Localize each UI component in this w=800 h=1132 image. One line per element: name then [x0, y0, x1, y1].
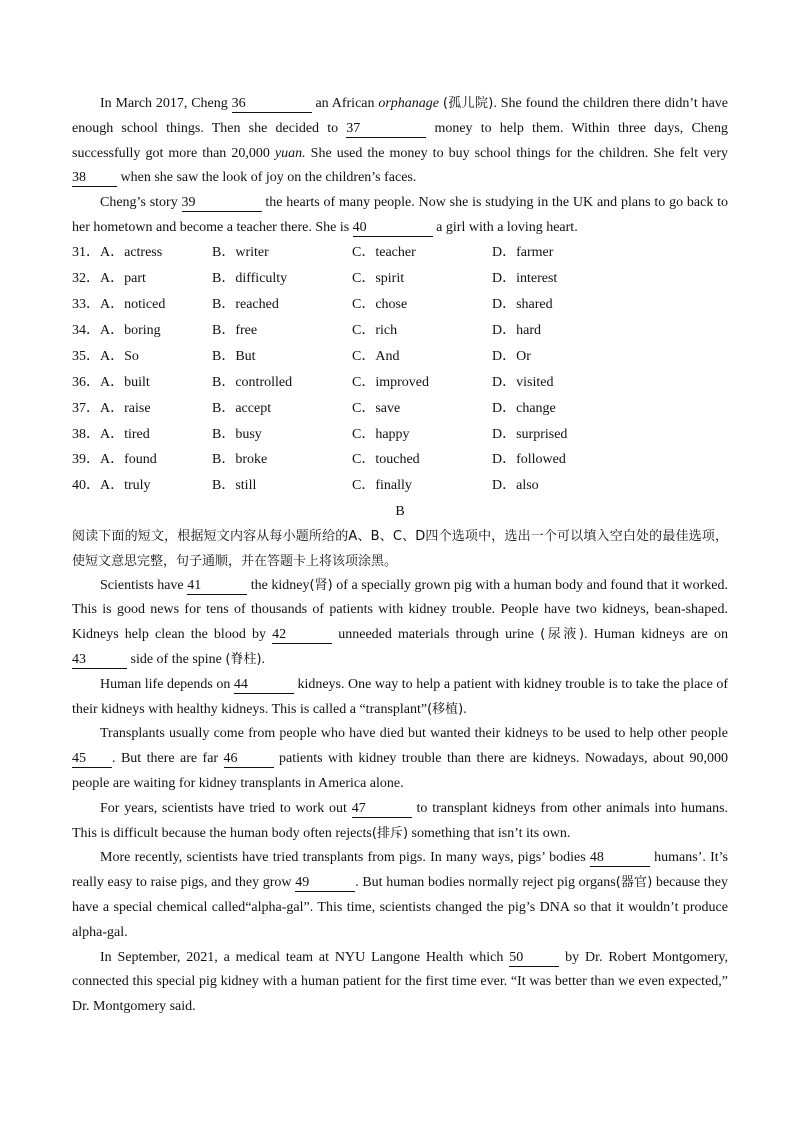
chinese-gloss: (肾)	[309, 577, 333, 593]
passage-b-paragraph-6	[72, 946, 728, 1020]
text: to transplant kidneys from other animals into humans. This is difficult because the human body often rejects	[72, 800, 729, 841]
text: . Human kidneys are on	[584, 627, 728, 643]
text: of a specially grown pig with a human body and found that it worked. This is good news for tens of thousands of patients with kidney trouble. People have two kidneys, bean-shaped. Kidneys help clean the blood by	[72, 577, 728, 643]
text: the kidney	[250, 577, 310, 593]
option-row-36	[72, 370, 728, 396]
option-a: A．tired	[100, 426, 150, 442]
document-page	[72, 92, 728, 1020]
blank-37: 37	[346, 121, 426, 138]
option-b: B．busy	[212, 426, 262, 442]
text: the hearts of many people. Now she is studying in the UK and plans to go back to her hometown and become a teacher there. She is	[72, 195, 729, 235]
blank-42: 42	[272, 627, 332, 644]
option-a: A．So	[100, 348, 139, 364]
option-row-39	[72, 448, 728, 474]
option-d: D．surprised	[492, 426, 568, 442]
option-c: C．finally	[352, 478, 412, 494]
option-c: C．teacher	[352, 245, 416, 261]
question-number: 38．	[72, 426, 100, 442]
option-row-31	[72, 241, 728, 267]
text: In March 2017, Cheng	[100, 96, 228, 111]
question-number: 39．	[72, 452, 100, 468]
option-b: B．broke	[212, 452, 268, 468]
option-d: D．interest	[492, 271, 558, 287]
section-instructions: 阅读下面的短文，根据短文内容从每小题所给的A、B、C、D四个选项中，选出一个可以填入空白处的最佳选项，使短文意思完整，句子通顺，并在答题卡上将该项涂黑。	[72, 528, 728, 569]
blank-48: 48	[590, 850, 650, 867]
italic-word: orphanage	[378, 96, 440, 111]
question-number: 33．	[72, 297, 100, 313]
text: Human life depends on	[100, 676, 231, 692]
blank-46: 46	[224, 751, 274, 768]
blank-36: 36	[232, 96, 312, 113]
option-a: A．noticed	[100, 297, 166, 313]
option-a: A．boring	[100, 323, 161, 338]
option-b: B．free	[212, 323, 258, 338]
option-c: C．save	[352, 400, 401, 416]
chinese-gloss: (移植)	[427, 701, 464, 717]
text: an African	[315, 96, 375, 111]
text: unneeded materials through urine	[338, 627, 534, 643]
blank-41: 41	[187, 578, 247, 595]
passage-a-paragraph-2	[72, 191, 728, 241]
blank-39: 39	[182, 195, 262, 212]
option-b: B．still	[212, 478, 257, 494]
question-number: 37．	[72, 400, 100, 416]
option-d: D．change	[492, 400, 556, 416]
option-c: C．And	[352, 348, 400, 364]
text: humans’. It’s really easy to raise pigs, and they grow	[72, 850, 729, 891]
passage-b-paragraph-3	[72, 722, 728, 796]
option-a: A．truly	[100, 478, 151, 494]
question-number: 36．	[72, 374, 100, 390]
option-c: C．rich	[352, 323, 398, 338]
chinese-gloss: (孤儿院)	[442, 96, 494, 111]
option-c: C．improved	[352, 374, 429, 390]
text: by Dr. Robert Montgomery, connected this special pig kidney with a human patient for the first time ever. “It was better than we even expected,” Dr. Montgomery said.	[72, 949, 728, 1015]
option-b: B．accept	[212, 400, 272, 416]
option-row-40	[72, 474, 728, 500]
question-number: 34．	[72, 323, 100, 338]
option-a: A．built	[100, 374, 150, 390]
option-b: B．reached	[212, 297, 279, 313]
passage-b-paragraph-4	[72, 797, 728, 847]
text: She used the money to buy school things for the children. She felt very	[310, 145, 729, 161]
chinese-gloss: (脊柱)	[225, 652, 262, 668]
text: . But there are far	[112, 751, 219, 767]
option-b: B．controlled	[212, 374, 293, 390]
text: when she saw the look of joy on the children’s faces.	[120, 170, 417, 186]
option-row-35	[72, 344, 728, 370]
passage-b-paragraph-5	[72, 846, 728, 945]
passage-b-paragraph-1	[72, 574, 728, 673]
option-c: C．chose	[352, 297, 408, 313]
option-a: A．found	[100, 452, 157, 468]
option-row-37	[72, 396, 728, 422]
option-row-32	[72, 267, 728, 293]
option-d: D．Or	[492, 348, 531, 364]
question-number: 31．	[72, 245, 100, 261]
text: . But human bodies normally reject pig organs	[355, 875, 616, 891]
text: . She found the children there didn’t have enough school things. Then she decided to	[72, 96, 729, 136]
option-a: A．part	[100, 271, 146, 287]
option-row-34	[72, 318, 728, 344]
option-row-38	[72, 422, 728, 448]
text: kidneys. One way to help a patient with kidney trouble is to take the place of their kidneys with healthy kidneys. This is called a “transplant”	[72, 676, 729, 717]
blank-40: 40	[353, 220, 433, 237]
option-c: C．happy	[352, 426, 410, 442]
question-number: 35．	[72, 348, 100, 364]
passage-b-paragraph-2	[72, 673, 728, 723]
blank-43: 43	[72, 652, 127, 669]
chinese-gloss: (尿液)	[540, 627, 585, 643]
option-d: D．followed	[492, 452, 566, 468]
option-b: B．writer	[212, 245, 269, 261]
option-b: B．difficulty	[212, 271, 288, 287]
text: because they have a special chemical called“alpha-gal”. This time, scientists changed the pig’s DNA so that it wouldn’t produce alpha-gal.	[72, 875, 728, 940]
text: something that isn’t its own.	[411, 825, 571, 841]
text: .	[463, 701, 467, 717]
text: side of the spine	[130, 652, 222, 668]
option-d: D．hard	[492, 323, 541, 338]
text: patients with kidney trouble than there are kidneys. Nowadays, about 90,000 people are waiting for kidney transplants in America alone.	[72, 751, 729, 792]
question-number: 32．	[72, 271, 100, 287]
blank-38: 38	[72, 170, 117, 187]
blank-49: 49	[295, 875, 355, 892]
section-heading: B	[395, 503, 405, 519]
text: .	[261, 652, 266, 668]
option-b: B．But	[212, 348, 256, 364]
option-row-33	[72, 293, 728, 319]
text: Cheng’s story	[100, 195, 178, 211]
italic-word: yuan.	[274, 145, 306, 161]
option-d: D．also	[492, 478, 539, 494]
option-d: D．farmer	[492, 245, 554, 261]
text: Transplants usually come from people who have died but wanted their kidneys to be used to help other people	[100, 726, 728, 742]
text: More recently, scientists have tried transplants from pigs. In many ways, pigs’ bodies	[100, 850, 586, 866]
option-c: C．touched	[352, 452, 420, 468]
option-d: D．shared	[492, 297, 553, 313]
chinese-gloss: (排斥)	[371, 825, 409, 841]
blank-45: 45	[72, 751, 112, 768]
option-a: A．actress	[100, 245, 163, 261]
text: a girl with a loving heart.	[436, 219, 578, 235]
blank-47: 47	[352, 801, 412, 818]
options-list	[72, 241, 728, 500]
option-d: D．visited	[492, 374, 554, 390]
text: For years, scientists have tried to work out	[100, 800, 347, 816]
chinese-gloss: (器官)	[615, 875, 653, 891]
text: money to help them. Within three days, Cheng successfully got more than 20,000	[72, 120, 728, 161]
question-number: 40．	[72, 478, 100, 494]
blank-50: 50	[509, 950, 559, 967]
blank-44: 44	[234, 677, 294, 694]
option-c: C．spirit	[352, 271, 405, 287]
text: In September, 2021, a medical team at NYU Langone Health which	[100, 949, 504, 965]
passage-a-paragraph-1	[72, 92, 728, 191]
option-a: A．raise	[100, 400, 151, 416]
text: Scientists have	[100, 577, 184, 593]
